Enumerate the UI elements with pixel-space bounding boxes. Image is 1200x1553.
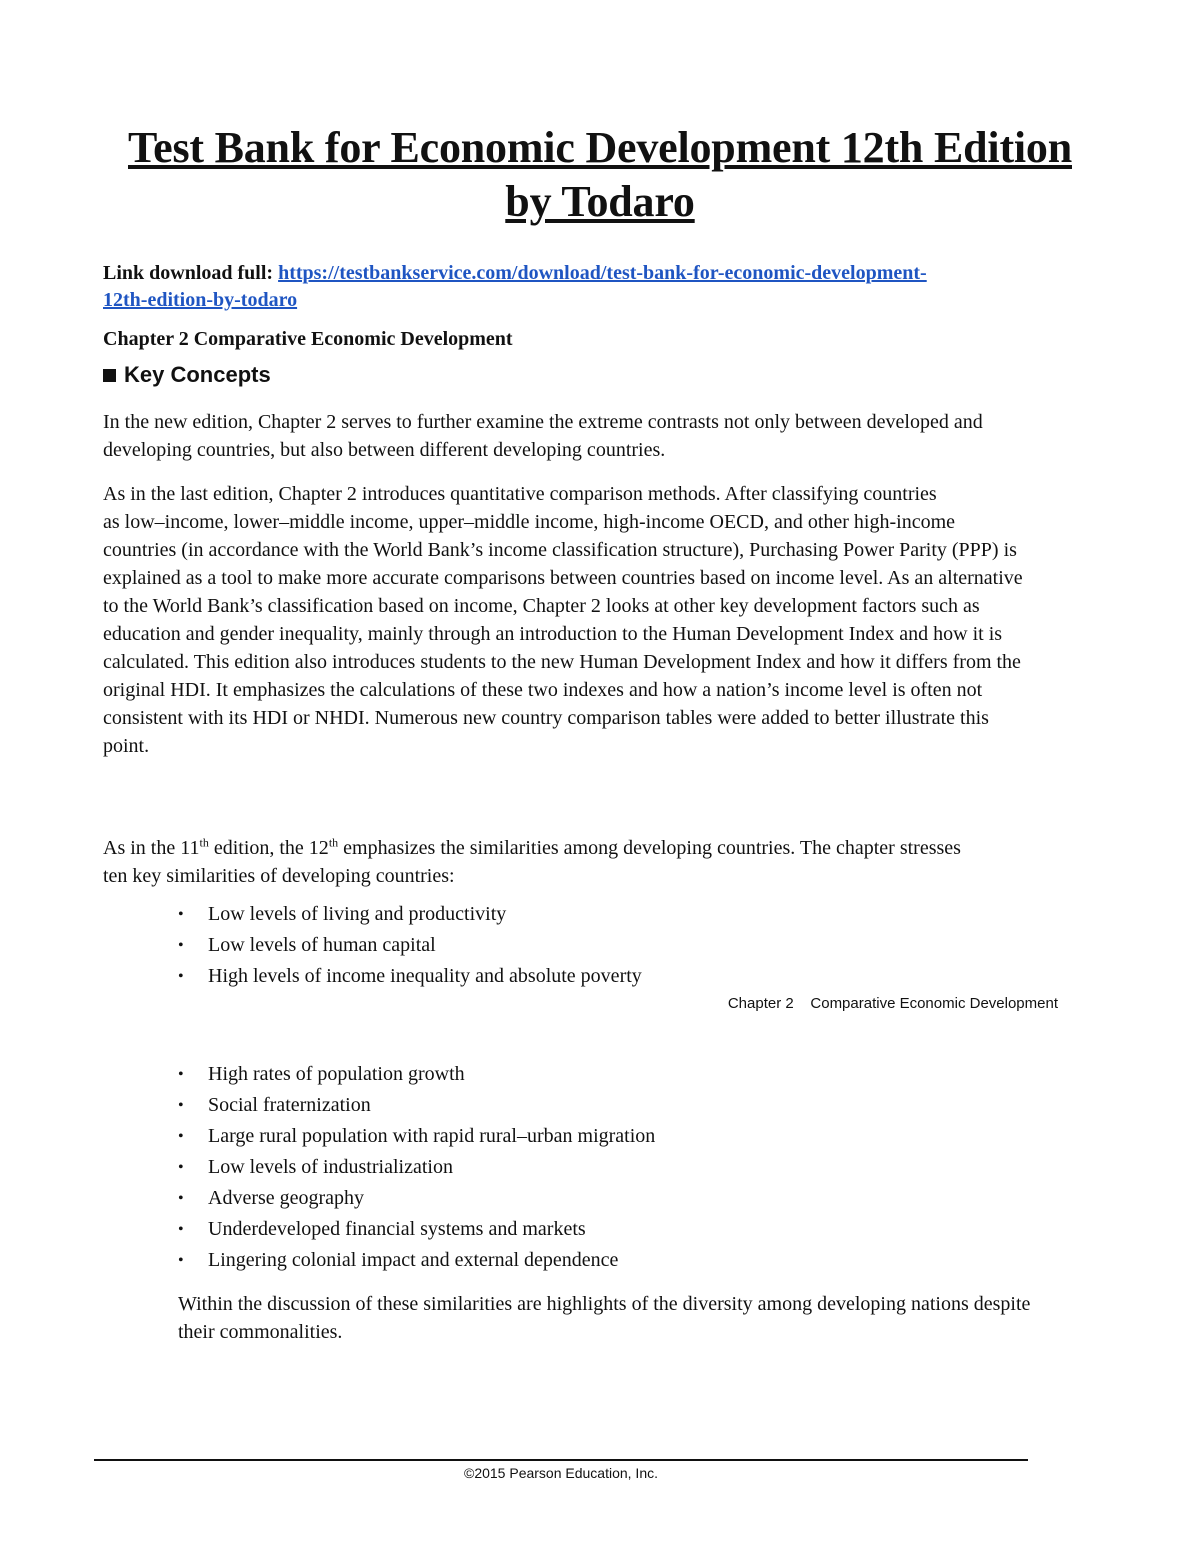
- document-title-line-1: Test Bank for Economic Development 12th Edition: [128, 123, 1072, 172]
- key-concepts-label: Key Concepts: [124, 362, 271, 387]
- download-link-line-2: [103, 287, 297, 313]
- bullet-icon: •: [178, 1221, 184, 1238]
- list-item: • Underdeveloped financial systems and markets: [178, 1214, 655, 1245]
- download-link-url-part-2[interactable]: 12th-edition-by-todaro: [103, 289, 298, 311]
- bullet-icon: •: [178, 1097, 184, 1114]
- paragraph-3-part-a: As in the 11: [103, 837, 200, 859]
- running-header: Chapter 2 Comparative Economic Development: [727, 995, 1058, 1012]
- list-item: • High levels of income inequality and absolute poverty: [178, 961, 642, 992]
- list-item: • Large rural population with rapid rural–urban migration: [178, 1121, 655, 1152]
- square-bullet-icon: [103, 369, 116, 382]
- bullet-icon: •: [178, 1190, 184, 1207]
- bullet-icon: •: [178, 906, 184, 923]
- paragraph-3-part-b: edition, the 12: [208, 837, 329, 859]
- bullet-icon: •: [178, 1066, 184, 1083]
- superscript-th-2: th: [328, 835, 339, 850]
- list-item: • Low levels of living and productivity: [178, 899, 642, 930]
- paragraph-2: [103, 480, 1023, 760]
- similarities-list-bottom: [178, 1059, 655, 1276]
- bullet-icon: •: [178, 968, 184, 985]
- chapter-heading: Chapter 2 Comparative Economic Development: [103, 328, 513, 350]
- superscript-th-1: th: [199, 835, 209, 850]
- download-link-url-part-1[interactable]: https://testbankservice.com/download/test-bank-for-economic-development-: [278, 262, 927, 284]
- bullet-icon: •: [178, 1252, 184, 1269]
- list-item: • Social fraternization: [178, 1090, 655, 1121]
- paragraph-3-text: [103, 834, 983, 890]
- list-item: • Lingering colonial impact and external dependence: [178, 1245, 655, 1276]
- bullet-icon: •: [178, 937, 184, 954]
- paragraph-1: [103, 408, 1063, 464]
- download-link-line: [103, 260, 927, 286]
- paragraph-3: [103, 834, 983, 890]
- bullet-icon: •: [178, 1159, 184, 1176]
- paragraph-1-text: In the new edition, Chapter 2 serves to further examine the extreme contrasts not only between developed and developing countries, but also between different developing countries.: [103, 411, 983, 461]
- list-item: • Low levels of industrialization: [178, 1152, 655, 1183]
- paragraph-2-line-1: As in the last edition, Chapter 2 introduces quantitative comparison methods. After classifying countries: [103, 483, 937, 505]
- list-item: • High rates of population growth: [178, 1059, 655, 1090]
- download-link-label: Link download full:: [103, 262, 274, 284]
- key-concepts-heading: [103, 362, 271, 388]
- paragraph-3-part-c: emphasizes the similarities among developing countries. The chapter stresses ten key similarities of developing countries:: [103, 837, 961, 887]
- copyright-footer: ©2015 Pearson Education, Inc.: [464, 1465, 658, 1481]
- paragraph-2-body: as low–income, lower–middle income, upper–middle income, high-income OECD, and other high-income countries (in accordance with the World Bank’s income classification structure), Purchasing Power Parity (PPP) is explained as a tool to make more accurate comparisons between countries based on income level. As an alternative to the World Bank’s classification based on income, Chapter 2 looks at other key development factors such as education and gender inequality, mainly through an introduction to the Human Development Index and how it is calculated. This edition also introduces students to the new Human Development Index and how it differs from the original HDI. It emphasizes the calculations of these two indexes and how a nation’s income level is often not consistent with its HDI or NHDI. Numerous new country comparison tables were added to better illustrate this point.: [103, 511, 1023, 757]
- bullet-icon: •: [178, 1128, 184, 1145]
- similarities-list-top: [178, 899, 642, 992]
- list-item: • Adverse geography: [178, 1183, 655, 1214]
- list-item: • Low levels of human capital: [178, 930, 642, 961]
- closing-paragraph: Within the discussion of these similarities are highlights of the diversity among developing nations despite their commonalities.: [178, 1293, 1031, 1343]
- footer-divider: [94, 1459, 1028, 1461]
- document-title-line-2: by Todaro: [505, 177, 695, 226]
